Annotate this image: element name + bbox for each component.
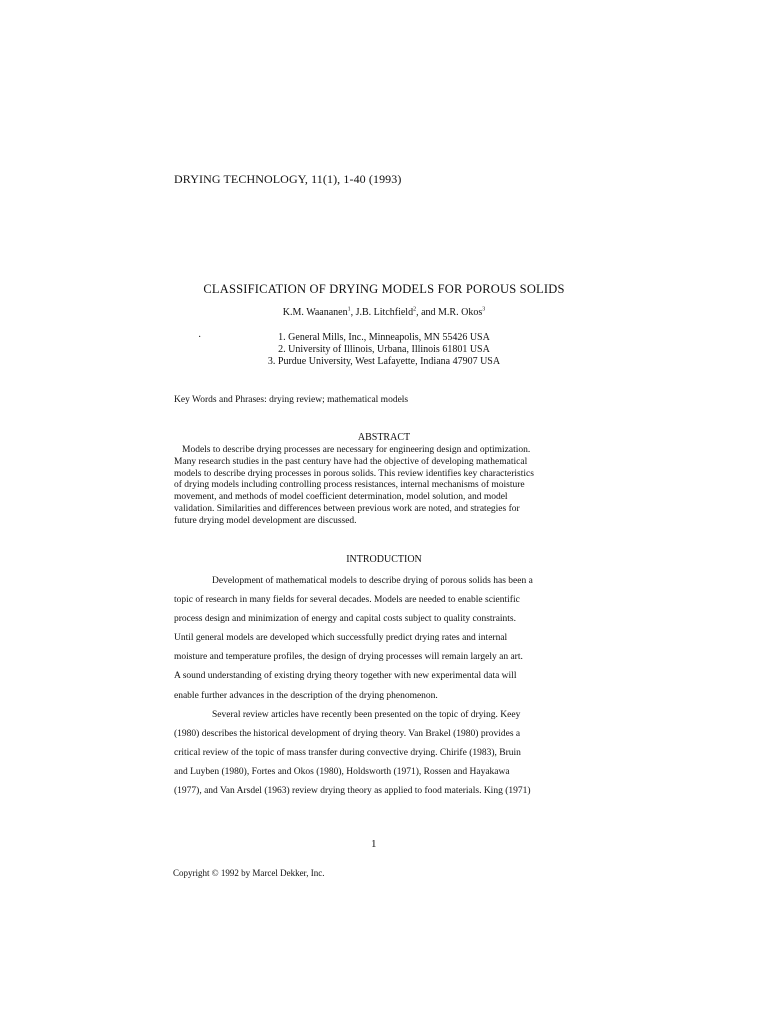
- author-3-affil-mark: 3: [482, 306, 486, 313]
- body-line: Development of mathematical models to describe drying of porous solids has been a: [212, 576, 533, 586]
- abstract-line: of drying models including controlling process resistances, internal mechanisms of moisture: [174, 480, 525, 491]
- abstract-line: Many research studies in the past century have had the objective of developing mathematical: [174, 456, 528, 467]
- author-3: , and M.R. Okos: [416, 307, 483, 318]
- keywords: Key Words and Phrases: drying review; mathematical models: [174, 395, 409, 405]
- affiliation-3: 3. Purdue University, West Lafayette, Indiana 47907 USA: [267, 356, 501, 367]
- affiliation-2: 2. University of Illinois, Urbana, Illinois 61801 USA: [278, 344, 490, 355]
- abstract-line: movement, and methods of model coefficient determination, model solution, and model: [174, 492, 508, 503]
- stray-mark: ·: [198, 332, 202, 343]
- paper-title: CLASSIFICATION OF DRYING MODELS FOR POROUS SOLIDS: [203, 282, 565, 296]
- author-1: K.M. Waananen: [282, 307, 348, 318]
- body-line: (1980) describes the historical development of drying theory. Van Brakel (1980) provides a: [174, 728, 521, 739]
- body-line: Several review articles have recently been presented on the topic of drying. Keey: [212, 709, 521, 720]
- body-line: Until general models are developed which successfully predict drying rates and internal: [174, 633, 508, 644]
- copyright-notice: Copyright © 1992 by Marcel Dekker, Inc.: [173, 868, 325, 878]
- author-list: [0, 307, 768, 318]
- introduction-heading: INTRODUCTION: [346, 554, 422, 565]
- body-line: and Luyben (1980), Fortes and Okos (1980), Holdsworth (1971), Rossen and Hayakawa: [174, 766, 510, 777]
- abstract-line: Models to describe drying processes are necessary for engineering design and optimization.: [182, 445, 531, 455]
- affiliation-1: 1. General Mills, Inc., Minneapolis, MN 55426 USA: [278, 332, 490, 343]
- affiliations: [0, 332, 768, 368]
- body-line: moisture and temperature profiles, the design of drying processes will remain largely an art.: [174, 652, 523, 663]
- author-1-affil-mark: 1: [347, 306, 351, 313]
- body-line: (1977), and Van Arsdel (1963) review drying theory as applied to food materials. King (1971): [174, 786, 531, 797]
- body-line: critical review of the topic of mass transfer during convective drying. Chirife (1983), Bruin: [174, 747, 521, 758]
- body-line: process design and minimization of energy and capital costs subject to quality constraints.: [174, 614, 517, 625]
- body-line: A sound understanding of existing drying theory together with new experimental data will: [174, 671, 517, 682]
- body-line: enable further advances in the description of the drying phenomenon.: [174, 690, 438, 701]
- abstract-body: [174, 445, 586, 528]
- abstract-line: validation. Similarities and differences between previous work are noted, and strategies for: [174, 503, 520, 514]
- author-2-affil-mark: 2: [413, 306, 417, 313]
- body-line: topic of research in many fields for several decades. Models are needed to enable scientific: [174, 595, 520, 606]
- page-number: 1: [371, 838, 377, 850]
- abstract-line: future drying model development are discussed.: [174, 515, 357, 526]
- journal-citation: DRYING TECHNOLOGY, 11(1), 1-40 (1993): [174, 172, 402, 186]
- abstract-heading: ABSTRACT: [357, 432, 411, 443]
- introduction-body: [174, 572, 584, 801]
- author-2: , J.B. Litchfield: [350, 307, 414, 318]
- abstract-line: models to describe drying processes in porous solids. This review identifies key characteristics: [174, 468, 534, 479]
